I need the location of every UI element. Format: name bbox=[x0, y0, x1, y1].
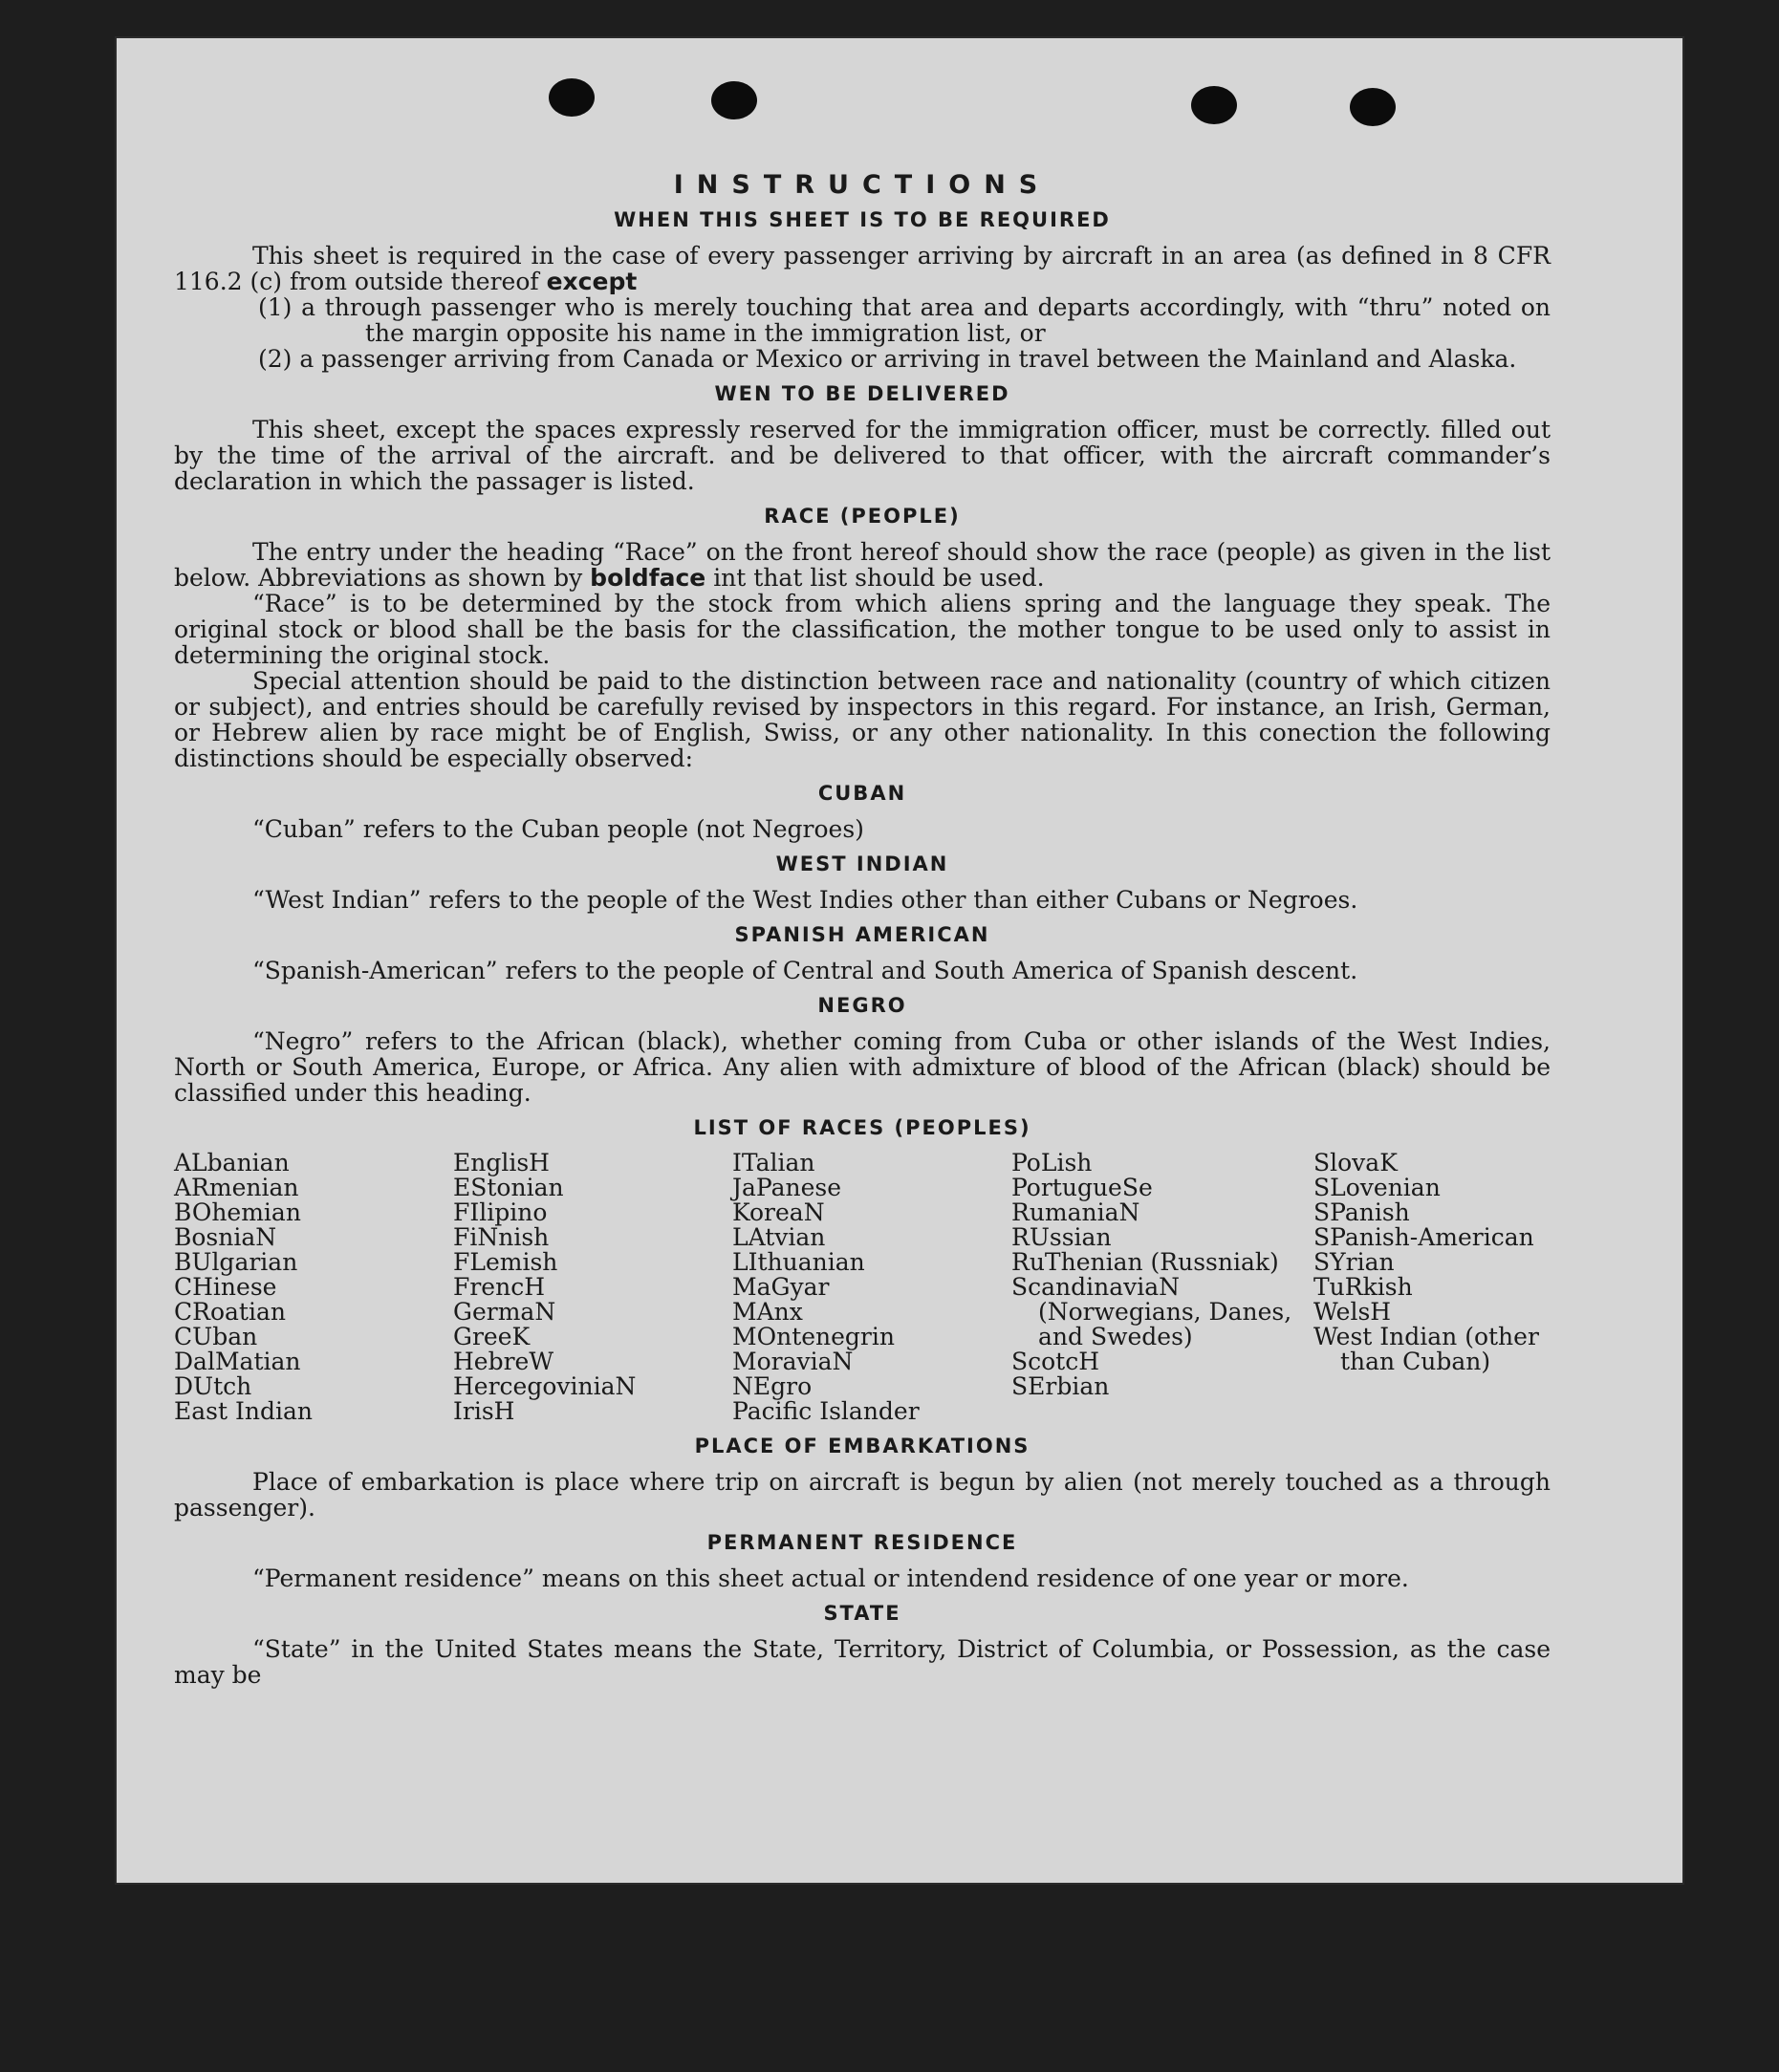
race-entry: ScotcH bbox=[1011, 1348, 1100, 1375]
paragraph: “West Indian” refers to the people of the West Indies other than either Cubans or Negroes. bbox=[252, 886, 1358, 914]
race-entry: SErbian bbox=[1011, 1372, 1110, 1400]
race-entry: CRoatian bbox=[174, 1298, 286, 1326]
race-entry: West Indian (other than Cuban) bbox=[1313, 1323, 1539, 1375]
race-entry: MaGyar bbox=[732, 1273, 830, 1301]
section-heading: WHEN THIS SHEET IS TO BE REQUIRED bbox=[614, 208, 1111, 231]
race-entry: NEgro bbox=[732, 1372, 813, 1400]
race-entry: LAtvian bbox=[732, 1223, 826, 1251]
race-entry: KoreaN bbox=[732, 1198, 825, 1226]
race-entry: WelsH bbox=[1313, 1298, 1392, 1326]
race-entry: SYrian bbox=[1313, 1248, 1395, 1276]
section-heading: SPANISH AMERICAN bbox=[734, 923, 990, 946]
race-entry: HebreW bbox=[453, 1348, 554, 1375]
section-heading: STATE bbox=[823, 1602, 901, 1625]
bold-term: except bbox=[546, 268, 638, 295]
bold-term: boldface bbox=[590, 564, 706, 592]
race-entry: RuThenian (Russniak) bbox=[1011, 1248, 1279, 1276]
race-entry: DUtch bbox=[174, 1372, 252, 1400]
race-entry: SlovaK bbox=[1313, 1149, 1398, 1176]
race-entry: FiNnish bbox=[453, 1223, 550, 1251]
punch-hole bbox=[711, 81, 757, 119]
list-item: (1) a through passenger who is merely touching that area and departs accordingly, with “thru” noted on the margin opposite his name in the immigration list, or bbox=[258, 293, 1551, 347]
punch-hole bbox=[1191, 86, 1237, 124]
race-entry: ScandinaviaN (Norwegians, Danes, and Swedes) bbox=[1011, 1273, 1292, 1350]
race-entry: LIthuanian bbox=[732, 1248, 865, 1276]
document-sheet bbox=[117, 38, 1682, 1883]
race-entry: CHinese bbox=[174, 1273, 277, 1301]
paragraph: “Race” is to be determined by the stock from which aliens spring and the language they speak. The original stock or blood shall be the basis for the classification, the mother tongue to be used only to assist in determining the original stock. bbox=[174, 590, 1551, 669]
races-column bbox=[174, 1151, 453, 1424]
race-entry: DalMatian bbox=[174, 1348, 301, 1375]
race-entry: BOhemian bbox=[174, 1198, 301, 1226]
race-entry: FrencH bbox=[453, 1273, 545, 1301]
race-entry: FIlipino bbox=[453, 1198, 548, 1226]
race-entry: EStonian bbox=[453, 1174, 564, 1201]
race-entry: EnglisH bbox=[453, 1149, 550, 1176]
race-entry: BUlgarian bbox=[174, 1248, 298, 1276]
races-column bbox=[732, 1151, 1011, 1424]
race-entry: RUssian bbox=[1011, 1223, 1112, 1251]
race-entry: SPanish bbox=[1313, 1198, 1410, 1226]
paragraph: “Negro” refers to the African (black), whether coming from Cuba or other islands of the West Indies, North or South America, Europe, or Africa. Any alien with admixture of blood of the African (black) should be classified under this heading. bbox=[174, 1027, 1551, 1107]
race-entry: MoraviaN bbox=[732, 1348, 854, 1375]
races-column bbox=[1313, 1151, 1551, 1424]
race-entry: MAnx bbox=[732, 1298, 803, 1326]
race-entry: GreeK bbox=[453, 1323, 531, 1350]
paragraph: Place of embarkation is place where trip on aircraft is begun by alien (not merely touched as a through passenger). bbox=[174, 1468, 1551, 1522]
race-entry: ALbanian bbox=[174, 1149, 290, 1176]
races-column bbox=[453, 1151, 732, 1424]
section-heading: WEN TO BE DELIVERED bbox=[714, 382, 1010, 405]
paragraph: “Cuban” refers to the Cuban people (not Negroes) bbox=[252, 815, 864, 843]
paragraph: “State” in the United States means the State, Territory, District of Columbia, or Possession, as the case may be bbox=[174, 1635, 1551, 1689]
paragraph: “Permanent residence” means on this sheet actual or intendend residence of one year or more. bbox=[252, 1565, 1409, 1592]
race-entry: GermaN bbox=[453, 1298, 556, 1326]
race-entry: BosniaN bbox=[174, 1223, 277, 1251]
race-entry: SPanish-American bbox=[1313, 1223, 1534, 1251]
paragraph: This sheet is required in the case of every passenger arriving by aircraft in an area (as defined in 8 CFR 116.2 (c) from outside thereof except bbox=[174, 242, 1551, 295]
punch-hole bbox=[549, 78, 595, 117]
race-entry: ARmenian bbox=[174, 1174, 299, 1201]
race-entry: ITalian bbox=[732, 1149, 815, 1176]
page-title: INSTRUCTIONS bbox=[673, 170, 1052, 200]
race-entry: SLovenian bbox=[1313, 1174, 1441, 1201]
section-heading: LIST OF RACES (PEOPLES) bbox=[693, 1116, 1031, 1139]
race-entry: Pacific Islander bbox=[732, 1397, 920, 1425]
race-entry: East Indian bbox=[174, 1397, 313, 1425]
section-heading: PLACE OF EMBARKATIONS bbox=[694, 1435, 1031, 1457]
section-heading: NEGRO bbox=[817, 994, 907, 1017]
race-entry: PortugueSe bbox=[1011, 1174, 1153, 1201]
paragraph: “Spanish-American” refers to the people of Central and South America of Spanish descent. bbox=[252, 957, 1358, 984]
race-entry: TuRkish bbox=[1313, 1273, 1413, 1301]
race-entry: MOntenegrin bbox=[732, 1323, 895, 1350]
race-entry: CUban bbox=[174, 1323, 258, 1350]
race-entry: RumaniaN bbox=[1011, 1198, 1140, 1226]
paragraph: Special attention should be paid to the distinction between race and nationality (country of which citizen or subject), and entries should be carefully revised by inspectors in this regard. For instance, an Irish, German, or Hebrew alien by race might be of English, Swiss, or any other nationality. In this conection the following distinctions should be especially observed: bbox=[174, 667, 1551, 772]
paragraph: This sheet, except the spaces expressly reserved for the immigration officer, must be correctly. filled out by the time of the arrival of the aircraft. and be delivered to that officer, with the aircraft commander’s declaration in which the passager is listed. bbox=[174, 416, 1551, 495]
section-heading: PERMANENT RESIDENCE bbox=[706, 1531, 1018, 1554]
race-entry: HercegoviniaN bbox=[453, 1372, 637, 1400]
section-heading: WEST INDIAN bbox=[775, 853, 949, 875]
section-heading: RACE (PEOPLE) bbox=[764, 505, 961, 528]
race-entry: IrisH bbox=[453, 1397, 515, 1425]
section-heading: CUBAN bbox=[817, 782, 907, 805]
races-list bbox=[174, 1151, 1551, 1424]
race-entry: PoLish bbox=[1011, 1149, 1093, 1176]
instructions-content bbox=[174, 172, 1551, 1688]
punch-hole bbox=[1350, 88, 1396, 126]
paragraph: The entry under the heading “Race” on the front hereof should show the race (people) as given in the list below. Abbreviations as shown by boldface int that list should be used. bbox=[174, 538, 1551, 592]
races-column bbox=[1011, 1151, 1313, 1424]
race-entry: FLemish bbox=[453, 1248, 558, 1276]
list-item: (2) a passenger arriving from Canada or Mexico or arriving in travel between the Mainland and Alaska. bbox=[258, 345, 1517, 373]
race-entry: JaPanese bbox=[732, 1174, 842, 1201]
